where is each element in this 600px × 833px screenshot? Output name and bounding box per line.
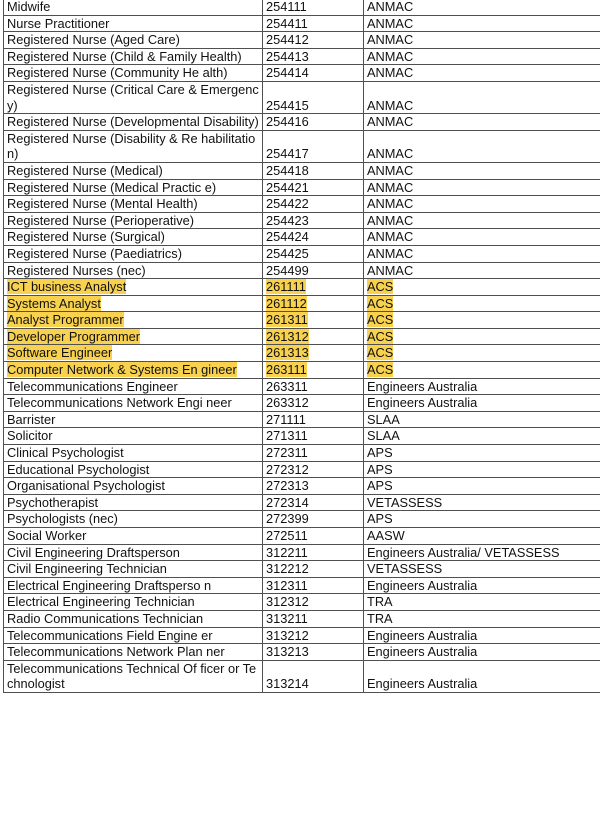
assessing-authority-cell — [364, 494, 600, 511]
table-row — [4, 644, 600, 661]
assessing-authority-cell — [364, 262, 600, 279]
assessing-authority: ANMAC — [367, 65, 414, 81]
table-row — [4, 114, 600, 131]
anzsco-code: 254414 — [266, 65, 309, 81]
occupation-name-cell — [4, 445, 263, 462]
table-row — [4, 395, 600, 412]
occupation-name: Telecommunications Technical Of ficer or Technologist — [7, 660, 257, 692]
anzsco-code: 313212 — [266, 627, 309, 643]
assessing-authority: ANMAC — [367, 97, 414, 113]
assessing-authority: ANMAC — [367, 32, 414, 48]
occupation-name: Registered Nurse (Medical Practic e) — [7, 179, 217, 195]
anzsco-code: 272399 — [266, 511, 309, 527]
table-row — [4, 378, 600, 395]
assessing-authority-cell — [364, 279, 600, 296]
assessing-authority-cell — [364, 594, 600, 611]
occupation-name-cell — [4, 229, 263, 246]
assessing-authority: ANMAC — [367, 212, 414, 228]
occupation-name: ICT business Analyst — [7, 279, 127, 295]
occupation-name: Registered Nurse (Aged Care) — [7, 32, 180, 48]
occupation-name: Registered Nurse (Developmental Disability) — [7, 114, 259, 130]
anzsco-code-cell — [263, 577, 364, 594]
assessing-authority-cell — [364, 15, 600, 32]
anzsco-code-cell — [263, 411, 364, 428]
table-row — [4, 461, 600, 478]
occupation-name: Registered Nurse (Community He alth) — [7, 65, 228, 81]
anzsco-code: 254423 — [266, 212, 309, 228]
occupation-name: Civil Engineering Draftsperson — [7, 544, 180, 560]
occupation-name: Developer Programmer — [7, 328, 140, 344]
anzsco-code-cell — [263, 478, 364, 495]
occupation-name: Educational Psychologist — [7, 461, 150, 477]
anzsco-code: 272313 — [266, 478, 309, 494]
assessing-authority: ACS — [367, 328, 394, 344]
anzsco-code-cell — [263, 312, 364, 329]
table-row — [4, 229, 600, 246]
table-row — [4, 478, 600, 495]
assessing-authority: APS — [367, 478, 393, 494]
assessing-authority-cell — [364, 48, 600, 65]
occupation-name-cell — [4, 345, 263, 362]
occupation-name: Registered Nurse (Critical Care & Emergency) — [7, 81, 259, 113]
anzsco-code: 263311 — [266, 378, 308, 394]
anzsco-code: 272314 — [266, 494, 309, 510]
occupation-name-cell — [4, 312, 263, 329]
anzsco-code-cell — [263, 48, 364, 65]
assessing-authority-cell — [364, 328, 600, 345]
assessing-authority: ANMAC — [367, 146, 414, 162]
assessing-authority-cell — [364, 660, 600, 692]
occupation-name-cell — [4, 15, 263, 32]
assessing-authority: Engineers Australia/ VETASSESS — [367, 544, 560, 560]
anzsco-code: 254499 — [266, 262, 309, 278]
anzsco-code-cell — [263, 212, 364, 229]
occupation-name-cell — [4, 610, 263, 627]
anzsco-code: 312311 — [266, 577, 308, 593]
anzsco-code-cell — [263, 594, 364, 611]
assessing-authority-cell — [364, 627, 600, 644]
assessing-authority: ANMAC — [367, 229, 414, 245]
assessing-authority: Engineers Australia — [367, 395, 478, 411]
anzsco-code: 254416 — [266, 114, 309, 130]
occupation-name-cell — [4, 196, 263, 213]
anzsco-code: 254425 — [266, 245, 309, 261]
occupation-table — [3, 0, 600, 693]
anzsco-code-cell — [263, 511, 364, 528]
assessing-authority: VETASSESS — [367, 561, 443, 577]
anzsco-code-cell — [263, 328, 364, 345]
assessing-authority-cell — [364, 212, 600, 229]
anzsco-code-cell — [263, 15, 364, 32]
anzsco-code: 272511 — [266, 528, 308, 543]
occupation-name: Clinical Psychologist — [7, 445, 124, 461]
anzsco-code: 261313 — [266, 345, 309, 361]
table-row — [4, 65, 600, 82]
occupation-name: Computer Network & Systems En gineer — [7, 362, 237, 378]
anzsco-code: 254421 — [266, 179, 309, 195]
occupation-name: Registered Nurse (Disability & Re habilitation) — [7, 130, 256, 162]
anzsco-code-cell — [263, 245, 364, 262]
assessing-authority-cell — [364, 114, 600, 131]
occupation-name: Social Worker — [7, 528, 87, 543]
occupation-name: Registered Nurse (Perioperative) — [7, 212, 195, 228]
assessing-authority: ACS — [367, 362, 394, 378]
anzsco-code-cell — [263, 196, 364, 213]
anzsco-code-cell — [263, 528, 364, 545]
occupation-name: Organisational Psychologist — [7, 478, 165, 494]
assessing-authority-cell — [364, 478, 600, 495]
anzsco-code-cell — [263, 445, 364, 462]
anzsco-code: 254417 — [266, 146, 309, 162]
occupation-name-cell — [4, 362, 263, 379]
occupation-name-cell — [4, 130, 263, 162]
occupation-name: Telecommunications Field Engine er — [7, 627, 213, 643]
assessing-authority-cell — [364, 577, 600, 594]
occupation-name-cell — [4, 114, 263, 131]
anzsco-code: 271111 — [266, 411, 306, 427]
anzsco-code: 313213 — [266, 644, 309, 660]
anzsco-code-cell — [263, 229, 364, 246]
occupation-name-cell — [4, 395, 263, 412]
anzsco-code-cell — [263, 130, 364, 162]
assessing-authority: TRA — [367, 610, 393, 626]
anzsco-code-cell — [263, 660, 364, 692]
assessing-authority: ACS — [367, 345, 394, 361]
anzsco-code-cell — [263, 428, 364, 445]
table-row — [4, 627, 600, 644]
anzsco-code: 272311 — [266, 445, 308, 461]
assessing-authority: ANMAC — [367, 262, 414, 278]
occupation-name: Registered Nurse (Mental Health) — [7, 196, 198, 212]
anzsco-code-cell — [263, 494, 364, 511]
occupation-name-cell — [4, 0, 263, 15]
occupation-name-cell — [4, 644, 263, 661]
assessing-authority: ANMAC — [367, 245, 414, 261]
table-row — [4, 312, 600, 329]
assessing-authority-cell — [364, 0, 600, 15]
anzsco-code-cell — [263, 0, 364, 15]
occupation-name-cell — [4, 245, 263, 262]
occupation-name-cell — [4, 511, 263, 528]
anzsco-code-cell — [263, 81, 364, 113]
assessing-authority-cell — [364, 610, 600, 627]
occupation-name: Systems Analyst — [7, 295, 101, 311]
table-row — [4, 0, 600, 15]
assessing-authority-cell — [364, 461, 600, 478]
occupation-name-cell — [4, 81, 263, 113]
table-row — [4, 130, 600, 162]
occupation-name-cell — [4, 262, 263, 279]
assessing-authority: SLAA — [367, 411, 400, 427]
assessing-authority: ANMAC — [367, 162, 414, 178]
table-row — [4, 179, 600, 196]
anzsco-code: 254413 — [266, 48, 309, 64]
occupation-name: Psychotherapist — [7, 494, 99, 510]
anzsco-code-cell — [263, 32, 364, 49]
assessing-authority-cell — [364, 162, 600, 179]
anzsco-code: 261311 — [266, 312, 308, 328]
occupation-name-cell — [4, 428, 263, 445]
anzsco-code-cell — [263, 561, 364, 578]
assessing-authority-cell — [364, 561, 600, 578]
occupation-name-cell — [4, 461, 263, 478]
anzsco-code-cell — [263, 179, 364, 196]
assessing-authority: ANMAC — [367, 0, 414, 14]
table-row — [4, 362, 600, 379]
assessing-authority: Engineers Australia — [367, 676, 478, 692]
anzsco-code: 312211 — [266, 544, 308, 560]
occupation-name-cell — [4, 478, 263, 495]
anzsco-code-cell — [263, 644, 364, 661]
occupation-name: Telecommunications Engineer — [7, 378, 178, 394]
occupation-name: Telecommunications Network Engi neer — [7, 395, 232, 411]
occupation-name-cell — [4, 212, 263, 229]
occupation-name-cell — [4, 32, 263, 49]
table-row — [4, 15, 600, 32]
occupation-name: Civil Engineering Technician — [7, 561, 167, 577]
occupation-name-cell — [4, 378, 263, 395]
anzsco-code: 261312 — [266, 328, 309, 344]
occupation-name: Barrister — [7, 411, 56, 427]
anzsco-code-cell — [263, 295, 364, 312]
occupation-name-cell — [4, 561, 263, 578]
occupation-name-cell — [4, 411, 263, 428]
occupation-name: Electrical Engineering Draftsperso n — [7, 577, 212, 593]
occupation-name-cell — [4, 627, 263, 644]
anzsco-code-cell — [263, 362, 364, 379]
assessing-authority-cell — [364, 179, 600, 196]
assessing-authority: APS — [367, 445, 393, 461]
anzsco-code: 312312 — [266, 594, 309, 610]
assessing-authority: SLAA — [367, 428, 400, 444]
occupation-name-cell — [4, 544, 263, 561]
assessing-authority: ACS — [367, 312, 394, 328]
occupation-name: Psychologists (nec) — [7, 511, 118, 527]
anzsco-code-cell — [263, 544, 364, 561]
occupation-name: Registered Nurse (Medical) — [7, 162, 163, 178]
assessing-authority-cell — [364, 130, 600, 162]
occupation-name: Midwife — [7, 0, 51, 14]
table-row — [4, 162, 600, 179]
anzsco-code-cell — [263, 395, 364, 412]
assessing-authority-cell — [364, 411, 600, 428]
occupation-name-cell — [4, 295, 263, 312]
table-row — [4, 428, 600, 445]
assessing-authority-cell — [364, 295, 600, 312]
occupation-name: Nurse Practitioner — [7, 15, 110, 31]
assessing-authority-cell — [364, 511, 600, 528]
occupation-name-cell — [4, 65, 263, 82]
anzsco-code: 254422 — [266, 196, 309, 212]
anzsco-code-cell — [263, 279, 364, 296]
table-row — [4, 511, 600, 528]
assessing-authority-cell — [364, 362, 600, 379]
occupation-name-cell — [4, 328, 263, 345]
occupation-name: Registered Nurses (nec) — [7, 262, 146, 278]
assessing-authority-cell — [364, 445, 600, 462]
anzsco-code: 272312 — [266, 461, 309, 477]
table-row — [4, 594, 600, 611]
table-row — [4, 528, 600, 545]
assessing-authority: ACS — [367, 279, 394, 295]
assessing-authority: ANMAC — [367, 15, 414, 31]
anzsco-code-cell — [263, 262, 364, 279]
occupation-name-cell — [4, 48, 263, 65]
assessing-authority: TRA — [367, 594, 393, 610]
assessing-authority-cell — [364, 544, 600, 561]
anzsco-code-cell — [263, 345, 364, 362]
assessing-authority: ANMAC — [367, 114, 414, 130]
anzsco-code-cell — [263, 627, 364, 644]
table-row — [4, 577, 600, 594]
table-row — [4, 245, 600, 262]
assessing-authority: Engineers Australia — [367, 378, 478, 394]
assessing-authority-cell — [364, 312, 600, 329]
anzsco-code: 254412 — [266, 32, 309, 48]
anzsco-code-cell — [263, 65, 364, 82]
anzsco-code-cell — [263, 461, 364, 478]
assessing-authority: ANMAC — [367, 196, 414, 212]
occupation-name-cell — [4, 162, 263, 179]
table-row — [4, 345, 600, 362]
assessing-authority-cell — [364, 65, 600, 82]
occupation-name-cell — [4, 660, 263, 692]
anzsco-code-cell — [263, 114, 364, 131]
assessing-authority: AASW — [367, 528, 405, 543]
anzsco-code: 313211 — [266, 610, 308, 626]
table-row — [4, 295, 600, 312]
assessing-authority-cell — [364, 428, 600, 445]
anzsco-code: 261112 — [266, 295, 307, 311]
anzsco-code: 271311 — [266, 428, 308, 444]
table-row — [4, 610, 600, 627]
table-row — [4, 212, 600, 229]
assessing-authority: ANMAC — [367, 48, 414, 64]
assessing-authority-cell — [364, 395, 600, 412]
occupation-name: Registered Nurse (Paediatrics) — [7, 245, 182, 261]
table-row — [4, 32, 600, 49]
table-row — [4, 81, 600, 113]
assessing-authority-cell — [364, 81, 600, 113]
anzsco-code: 254111 — [266, 0, 307, 14]
anzsco-code: 254411 — [266, 15, 308, 31]
occupation-name: Radio Communications Technician — [7, 610, 204, 626]
anzsco-code-cell — [263, 378, 364, 395]
anzsco-code: 263111 — [266, 362, 307, 378]
assessing-authority-cell — [364, 378, 600, 395]
assessing-authority-cell — [364, 196, 600, 213]
assessing-authority-cell — [364, 32, 600, 49]
assessing-authority: APS — [367, 511, 393, 527]
assessing-authority-cell — [364, 345, 600, 362]
assessing-authority: APS — [367, 461, 393, 477]
table-row — [4, 544, 600, 561]
assessing-authority: Engineers Australia — [367, 644, 478, 660]
anzsco-code: 261111 — [266, 279, 306, 295]
assessing-authority-cell — [364, 229, 600, 246]
occupation-name-cell — [4, 528, 263, 545]
occupation-name-cell — [4, 494, 263, 511]
table-row — [4, 279, 600, 296]
occupation-name: Electrical Engineering Technician — [7, 594, 195, 610]
occupation-name-cell — [4, 577, 263, 594]
assessing-authority: VETASSESS — [367, 494, 443, 510]
anzsco-code-cell — [263, 610, 364, 627]
occupation-name: Software Engineer — [7, 345, 113, 361]
occupation-name-cell — [4, 279, 263, 296]
table-row — [4, 196, 600, 213]
assessing-authority: ANMAC — [367, 179, 414, 195]
table-row — [4, 262, 600, 279]
table-row — [4, 48, 600, 65]
table-row — [4, 445, 600, 462]
occupation-name: Registered Nurse (Child & Family Health) — [7, 48, 242, 64]
occupation-table-body — [4, 0, 600, 692]
anzsco-code: 263312 — [266, 395, 309, 411]
occupation-name: Telecommunications Network Plan ner — [7, 644, 225, 660]
table-row — [4, 494, 600, 511]
assessing-authority: ACS — [367, 295, 394, 311]
occupation-name: Analyst Programmer — [7, 312, 124, 328]
anzsco-code: 254418 — [266, 162, 309, 178]
occupation-name-cell — [4, 179, 263, 196]
table-row — [4, 561, 600, 578]
assessing-authority: Engineers Australia — [367, 627, 478, 643]
occupation-name: Solicitor — [7, 428, 53, 444]
assessing-authority-cell — [364, 245, 600, 262]
table-row — [4, 328, 600, 345]
anzsco-code-cell — [263, 162, 364, 179]
assessing-authority: Engineers Australia — [367, 577, 478, 593]
table-row — [4, 660, 600, 692]
anzsco-code: 254415 — [266, 97, 309, 113]
anzsco-code: 313214 — [266, 676, 309, 692]
anzsco-code: 312212 — [266, 561, 309, 577]
occupation-name: Registered Nurse (Surgical) — [7, 229, 165, 245]
anzsco-code: 254424 — [266, 229, 309, 245]
assessing-authority-cell — [364, 528, 600, 545]
occupation-name-cell — [4, 594, 263, 611]
assessing-authority-cell — [364, 644, 600, 661]
table-row — [4, 411, 600, 428]
